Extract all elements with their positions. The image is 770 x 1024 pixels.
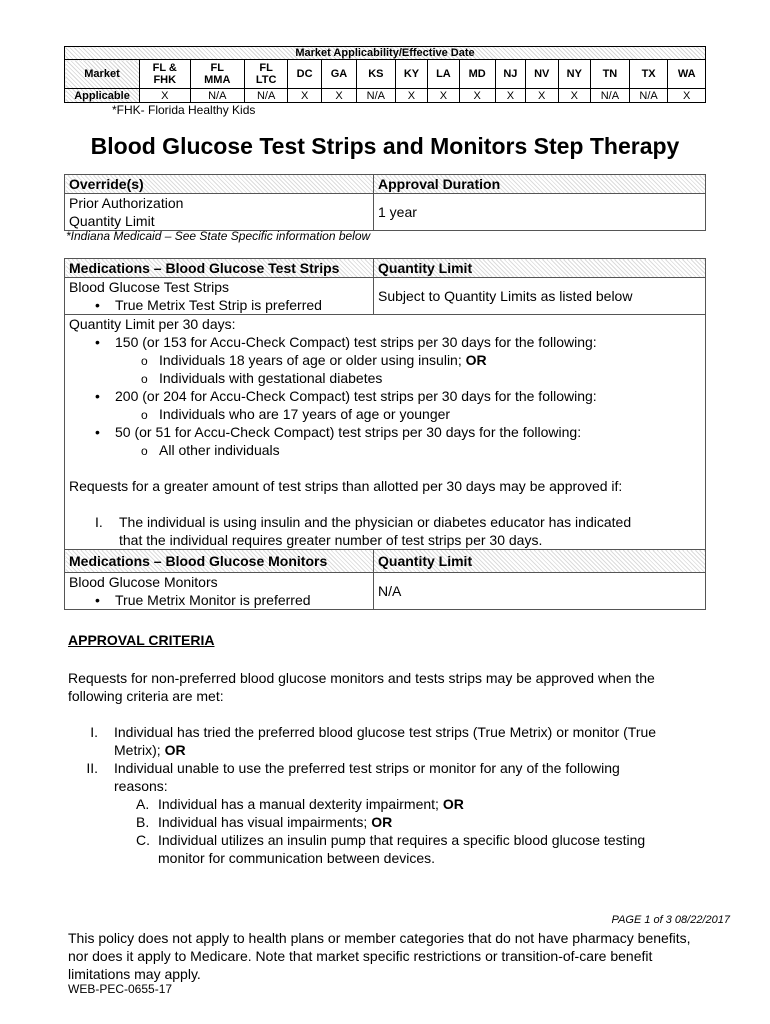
market-code-cell: LA	[428, 60, 459, 89]
market-applicable-cell: X	[495, 89, 525, 103]
indiana-note: *Indiana Medicaid – See State Specific information below	[66, 229, 371, 243]
criterion-ii-line2: reasons:	[114, 778, 168, 794]
strips-quantity-details	[65, 315, 706, 550]
market-codes-row	[65, 60, 706, 89]
market-applicable-cell: N/A	[357, 89, 396, 103]
market-code-cell	[140, 60, 191, 89]
market-code-cell: TX	[629, 60, 668, 89]
market-code-part: MMA	[204, 74, 231, 86]
market-code-cell: KY	[395, 60, 428, 89]
or-label: OR	[371, 814, 393, 830]
applicable-row	[65, 89, 706, 103]
criterion-ii-c-line1: Individual utilizes an insulin pump that requires a specific blood glucose testing	[158, 832, 646, 848]
criterion-ii-line1: Individual unable to use the preferred test strips or monitor for any of the following	[114, 760, 620, 776]
approval-duration-value: 1 year	[374, 194, 706, 231]
roman-i-num: I.	[95, 514, 103, 530]
applicable-row-label: Applicable	[65, 89, 140, 103]
ql-sub-insulin-text: Individuals 18 years of age or older using insulin;	[159, 352, 462, 368]
market-code-part: FL	[259, 62, 273, 74]
market-applicable-cell: X	[428, 89, 459, 103]
market-code-cell	[245, 60, 288, 89]
ql-sub-17: o Individuals who are 17 years of age or younger	[69, 405, 701, 423]
market-row-label: Market	[65, 60, 140, 89]
market-applicable-cell: X	[322, 89, 357, 103]
market-code-cell: TN	[591, 60, 630, 89]
medications-table	[64, 258, 706, 610]
approval-criteria-heading: APPROVAL CRITERIA	[68, 632, 215, 648]
criterion-ii-num: II.	[86, 760, 98, 776]
market-code-cell: NY	[558, 60, 591, 89]
ql-intro: Quantity Limit per 30 days:	[69, 316, 236, 332]
page-title: Blood Glucose Test Strips and Monitors Step Therapy	[90, 133, 680, 159]
market-applicable-cell: X	[459, 89, 495, 103]
greater-request-text: Requests for a greater amount of test strips than allotted per 30 days may be approved if:	[69, 478, 623, 494]
market-table-caption: Market Applicability/Effective Date	[65, 47, 706, 60]
override-item: Quantity Limit	[69, 213, 155, 229]
strips-ql-text: Subject to Quantity Limits as listed below	[374, 278, 706, 315]
market-applicable-cell: X	[288, 89, 322, 103]
override-table	[64, 174, 706, 231]
approval-duration-header: Approval Duration	[374, 175, 706, 194]
market-applicable-cell: X	[140, 89, 191, 103]
market-code-cell: MD	[459, 60, 495, 89]
criterion-ii-a-num: A.	[136, 796, 150, 812]
or-label: OR	[442, 796, 464, 812]
criterion-ii-b-num: B.	[136, 814, 150, 830]
ql-bullet-50: • 50 (or 51 for Accu-Check Compact) test strips per 30 days for the following:	[69, 423, 701, 441]
monitors-header: Medications – Blood Glucose Monitors	[65, 550, 374, 573]
strips-name: Blood Glucose Test Strips	[69, 279, 230, 295]
ql-sub-gestational: o Individuals with gestational diabetes	[69, 369, 701, 387]
ql-bullet-200: • 200 (or 204 for Accu-Check Compact) test strips per 30 days for the following:	[69, 387, 701, 405]
strips-name-cell	[65, 278, 374, 315]
roman-i-line2: that the individual requires greater number of test strips per 30 days.	[119, 532, 543, 548]
page-number: PAGE 1 of 3 08/22/2017	[611, 914, 730, 926]
criterion-i	[68, 723, 718, 759]
monitors-ql-header: Quantity Limit	[374, 550, 706, 573]
criterion-ii-c-num: C.	[136, 832, 150, 848]
monitors-name: Blood Glucose Monitors	[69, 574, 218, 590]
market-code-cell: GA	[322, 60, 357, 89]
market-code-cell: NJ	[495, 60, 525, 89]
strips-ql-header: Quantity Limit	[374, 259, 706, 278]
market-applicable-cell: N/A	[190, 89, 245, 103]
criterion-ii-c	[68, 831, 718, 867]
ql-sub-insulin	[69, 351, 701, 369]
market-applicable-cell: X	[558, 89, 591, 103]
market-code-cell	[190, 60, 245, 89]
or-label: OR	[164, 742, 186, 758]
criterion-ii-b	[68, 813, 718, 831]
market-applicable-cell: N/A	[629, 89, 668, 103]
criterion-ii	[68, 759, 718, 867]
market-applicable-cell: X	[395, 89, 428, 103]
criterion-ii-b-text: Individual has visual impairments;	[158, 814, 368, 830]
override-header: Override(s)	[65, 175, 374, 194]
market-code-cell: NV	[525, 60, 558, 89]
ql-bullet-150: • 150 (or 153 for Accu-Check Compact) test strips per 30 days for the following:	[69, 333, 701, 351]
market-code-part: FL &	[152, 62, 177, 74]
monitors-preferred: • True Metrix Monitor is preferred	[69, 591, 369, 609]
criterion-ii-c-line2: monitor for communication between devices.	[158, 850, 436, 866]
market-applicable-cell: X	[668, 89, 706, 103]
market-code-cell: DC	[288, 60, 322, 89]
criteria-intro: Requests for non-preferred blood glucose monitors and tests strips may be approved when the following criteria are met:	[68, 670, 655, 704]
policy-disclaimer: This policy does not apply to health plans or member categories that do not have pharmacy benefits, nor does it apply to Medicare. Note that market specific restrictions or transition-of-care benefit limitations may apply.	[68, 930, 691, 982]
strips-preferred: • True Metrix Test Strip is preferred	[69, 296, 369, 314]
market-code-cell: KS	[357, 60, 396, 89]
market-code-part: FHK	[153, 74, 177, 86]
override-list	[65, 194, 374, 231]
market-applicable-cell: N/A	[245, 89, 288, 103]
strips-header: Medications – Blood Glucose Test Strips	[65, 259, 374, 278]
market-code-part: FL	[210, 62, 224, 74]
market-code-part: LTC	[255, 74, 277, 86]
document-code: WEB-PEC-0655-17	[68, 982, 173, 996]
or-label: OR	[465, 352, 487, 368]
criterion-i-line1: Individual has tried the preferred blood glucose test strips (True Metrix) or monitor (True	[114, 724, 657, 740]
market-applicable-cell: N/A	[591, 89, 630, 103]
criterion-i-line2-text: Metrix);	[114, 742, 161, 758]
market-applicability-table	[64, 46, 706, 103]
market-code-cell: WA	[668, 60, 706, 89]
monitors-ql-text: N/A	[374, 573, 706, 610]
override-item: Prior Authorization	[69, 195, 184, 211]
criterion-i-line2	[68, 741, 718, 759]
roman-i-item	[69, 513, 701, 549]
fhk-footnote: *FHK- Florida Healthy Kids	[112, 103, 256, 117]
market-applicable-cell: X	[525, 89, 558, 103]
roman-i-line1: The individual is using insulin and the physician or diabetes educator has indicated	[119, 514, 632, 530]
criterion-ii-a	[68, 795, 718, 813]
criterion-ii-a-text: Individual has a manual dexterity impairment;	[158, 796, 439, 812]
criterion-i-num: I.	[90, 724, 98, 740]
ql-sub-other: o All other individuals	[69, 441, 701, 459]
monitors-name-cell	[65, 573, 374, 610]
